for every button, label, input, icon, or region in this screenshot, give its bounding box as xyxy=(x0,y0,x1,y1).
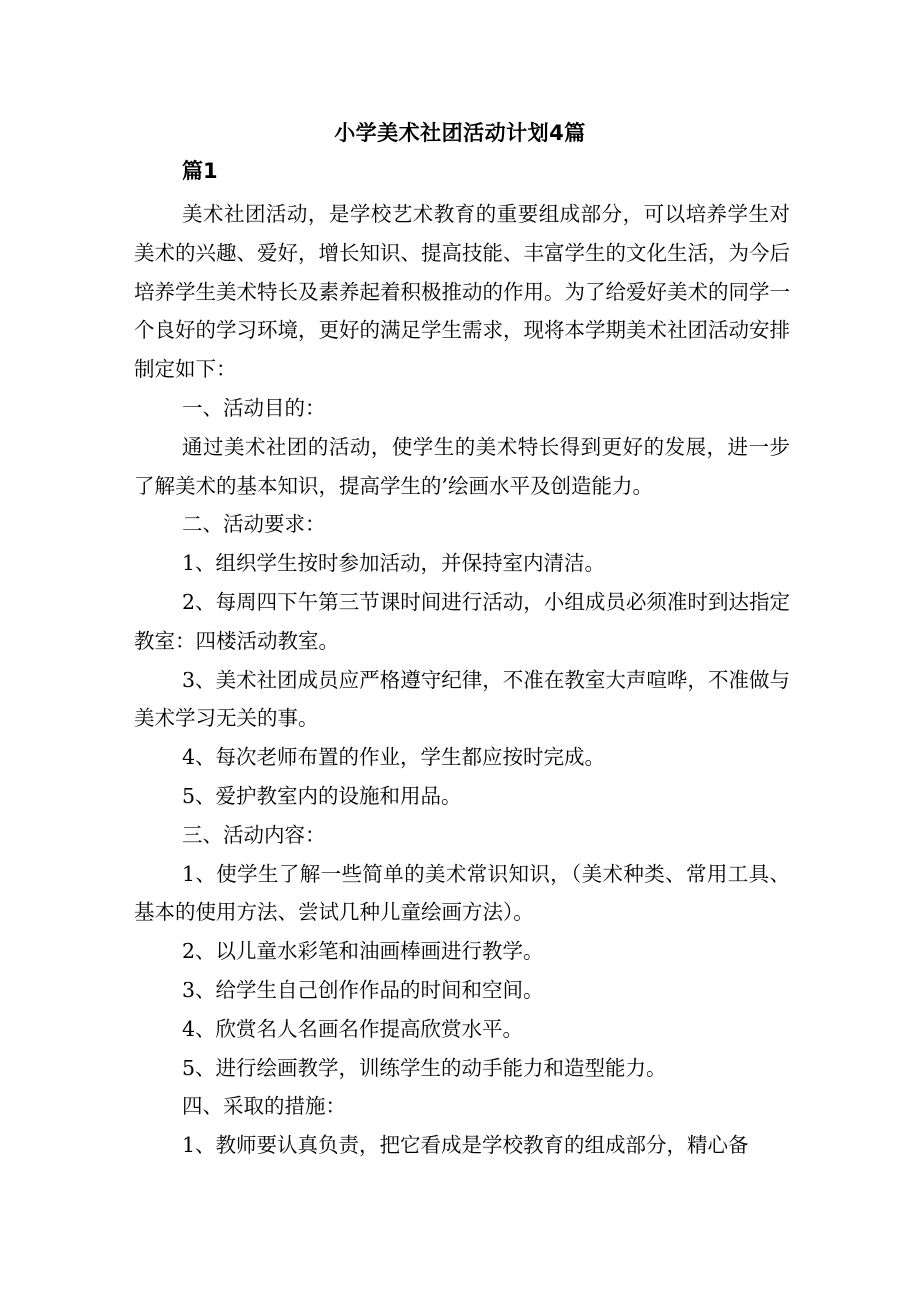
content-item: 3、给学生自己创作作品的时间和空间。 xyxy=(182,977,544,1002)
heading-activity-content: 三、活动内容： xyxy=(182,822,326,847)
content-item: 2、以儿童水彩笔和油画棒画进行教学。 xyxy=(182,939,544,964)
heading-measures: 四、采取的措施： xyxy=(182,1094,346,1119)
requirement-item: 4、每次老师布置的作业，学生都应按时完成。 xyxy=(182,745,606,770)
requirement-item: 1、组织学生按时参加活动，并保持室内清洁。 xyxy=(182,551,606,576)
paragraph-purpose: 通过美术社团的活动，使学生的美术特长得到更好的发展，进一步了解美术的基本知识，提高学生的’绘画水平及创造能力。 xyxy=(134,434,790,498)
heading-activity-requirements: 二、活动要求： xyxy=(182,512,326,537)
measure-item: 1、教师要认真负责，把它看成是学校教育的组成部分，精心备 xyxy=(182,1133,749,1158)
document-title: 小学美术社团活动计划4篇 xyxy=(334,121,586,145)
paragraph-intro: 美术社团活动，是学校艺术教育的重要组成部分，可以培养学生对美术的兴趣、爱好，增长知识、提高技能、丰富学生的文化生活，为今后培养学生美术特长及素养起着积极推动的作用。为了给爱好美术的同学一个良好的学习环境，更好的满足学生需求，现将本学期美术社团活动安排制定如下： xyxy=(134,202,790,382)
requirement-item: 2、每周四下午第三节课时间进行活动，小组成员必须准时到达指定教室：四楼活动教室。 xyxy=(134,589,790,653)
document-body xyxy=(134,195,790,1165)
content-item: 5、进行绘画教学，训练学生的动手能力和造型能力。 xyxy=(182,1055,667,1080)
heading-activity-purpose: 一、活动目的： xyxy=(182,395,326,420)
content-item: 4、欣赏名人名画名作提高欣赏水平。 xyxy=(182,1016,524,1041)
content-item: 1、使学生了解一些简单的美术常识知识，（美术种类、常用工具、基本的使用方法、尝试几种儿童绘画方法）。 xyxy=(134,861,790,925)
section-heading: 篇1 xyxy=(182,159,218,183)
requirement-item: 3、美术社团成员应严格遵守纪律，不准在教室大声喧哗，不准做与美术学习无关的事。 xyxy=(134,667,790,731)
requirement-item: 5、爱护教室内的设施和用品。 xyxy=(182,783,462,808)
